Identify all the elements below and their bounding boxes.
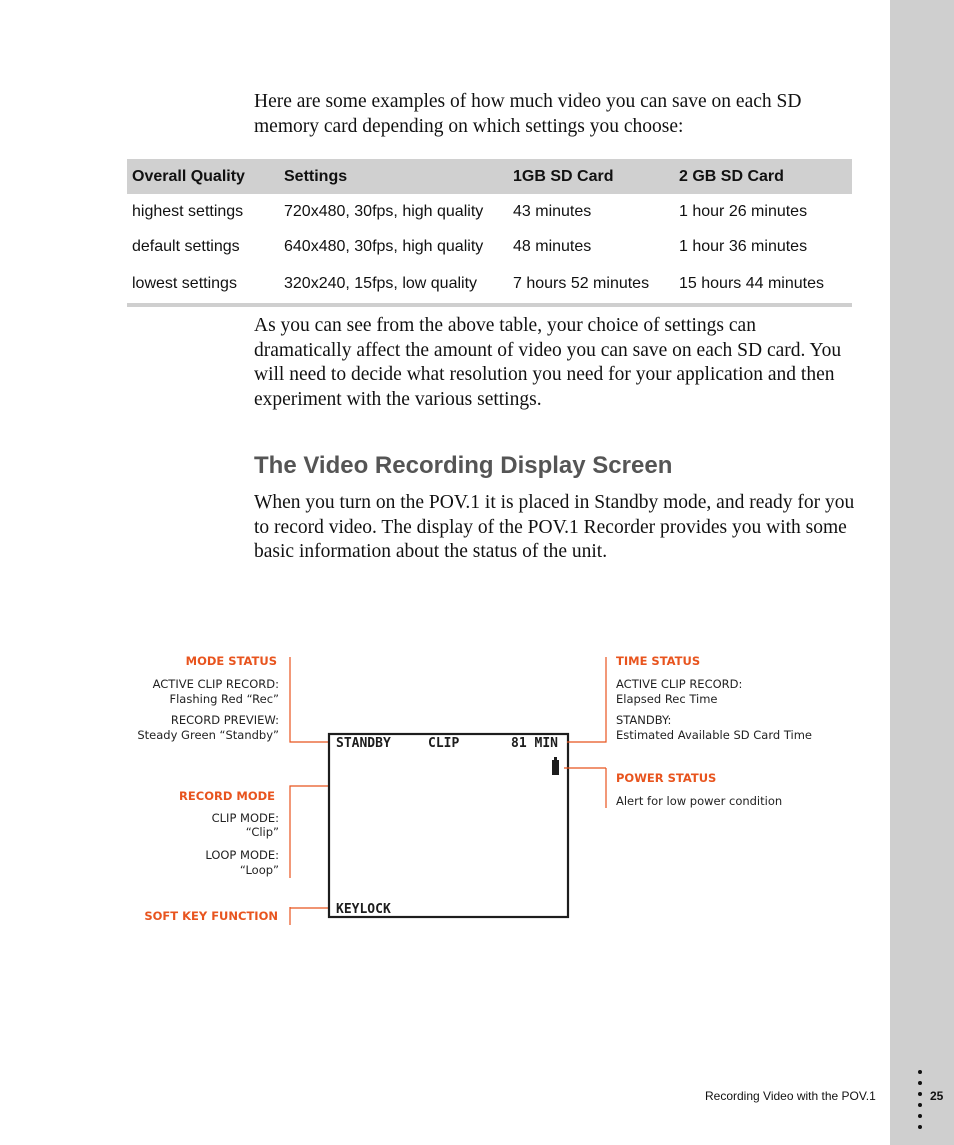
page-number: 25 — [930, 1089, 944, 1103]
mode-status-leader — [290, 657, 328, 742]
table-row — [127, 230, 852, 266]
record-mode-title: RECORD MODE — [179, 789, 275, 803]
cell-quality: lowest settings — [132, 275, 237, 292]
soft-key-callout — [144, 907, 330, 925]
after-table-paragraph: As you can see from the above table, your choice of settings can dramatically affect the amount of video you can save on each SD card. You will need to decide what resolution you need for your application and then experiment with the various settings. — [254, 315, 842, 410]
lcd-mode-text: STANDBY — [336, 736, 391, 751]
cell-1gb: 43 minutes — [513, 202, 592, 220]
record-mode-line1: CLIP MODE: — [211, 811, 279, 825]
time-status-line3: STANDBY: — [616, 713, 672, 727]
time-status-title: TIME STATUS — [616, 654, 701, 668]
time-status-line4: Estimated Available SD Card Time — [616, 728, 812, 742]
power-status-callout — [564, 768, 782, 808]
mode-status-line2: Flashing Red “Rec” — [169, 692, 279, 706]
record-mode-line4: “Loop” — [239, 863, 279, 877]
page-margin-bar — [890, 0, 954, 1145]
footer-dots-icon — [918, 1070, 924, 1136]
cell-2gb: 15 hours 44 minutes — [679, 275, 824, 292]
lcd-screen — [329, 734, 568, 917]
cell-quality: highest settings — [132, 202, 244, 220]
power-status-title: POWER STATUS — [616, 771, 717, 785]
mode-status-callout — [137, 654, 328, 742]
time-status-line1: ACTIVE CLIP RECORD: — [616, 677, 743, 691]
cell-settings: 320x240, 15fps, low quality — [284, 275, 478, 292]
record-mode-line2: “Clip” — [245, 825, 279, 839]
table-header-row — [127, 159, 852, 194]
storage-table — [127, 159, 852, 307]
mode-status-line4: Steady Green “Standby” — [137, 728, 279, 742]
cell-settings: 720x480, 30fps, high quality — [284, 202, 484, 220]
mode-status-line3: RECORD PREVIEW: — [170, 713, 279, 727]
mode-status-title: MODE STATUS — [185, 654, 277, 668]
lcd-frame — [329, 734, 568, 917]
time-status-line2: Elapsed Rec Time — [616, 692, 718, 706]
cell-quality: default settings — [132, 238, 240, 256]
cell-1gb: 7 hours 52 minutes — [513, 275, 650, 292]
header-1gb-card: 1GB SD Card — [508, 159, 674, 194]
mode-status-line1: ACTIVE CLIP RECORD: — [152, 677, 279, 691]
cell-2gb: 1 hour 26 minutes — [679, 202, 808, 220]
time-status-leader — [567, 657, 606, 742]
cell-1gb: 48 minutes — [513, 238, 592, 256]
cell-2gb: 1 hour 36 minutes — [679, 238, 808, 256]
header-2gb-card: 2 GB SD Card — [674, 159, 852, 194]
table-row — [127, 194, 852, 230]
section-paragraph: When you turn on the POV.1 it is placed in Standby mode, and ready for you to record video. The display of the POV.1 Recorder provides you with some basic information about the status of the unit. — [254, 492, 855, 562]
display-screen-diagram — [120, 650, 840, 935]
time-status-callout — [567, 654, 812, 742]
power-status-line1: Alert for low power condition — [616, 794, 783, 808]
section-heading: The Video Recording Display Screen — [254, 452, 673, 479]
intro-paragraph: Here are some examples of how much video you can save on each SD memory card depending on which settings you choose: — [254, 91, 802, 137]
header-overall-quality: Overall Quality — [127, 159, 279, 194]
soft-key-title: SOFT KEY FUNCTION — [144, 909, 278, 923]
header-settings: Settings — [279, 159, 508, 194]
lcd-soft-key-text: KEYLOCK — [336, 902, 391, 917]
footer-title: Recording Video with the POV.1 — [705, 1089, 876, 1103]
lcd-time-text: 81 MIN — [511, 736, 558, 751]
lcd-record-mode-text: CLIP — [428, 736, 460, 751]
cell-settings: 640x480, 30fps, high quality — [284, 238, 484, 256]
record-mode-line3: LOOP MODE: — [205, 848, 279, 862]
table-row — [127, 265, 852, 305]
